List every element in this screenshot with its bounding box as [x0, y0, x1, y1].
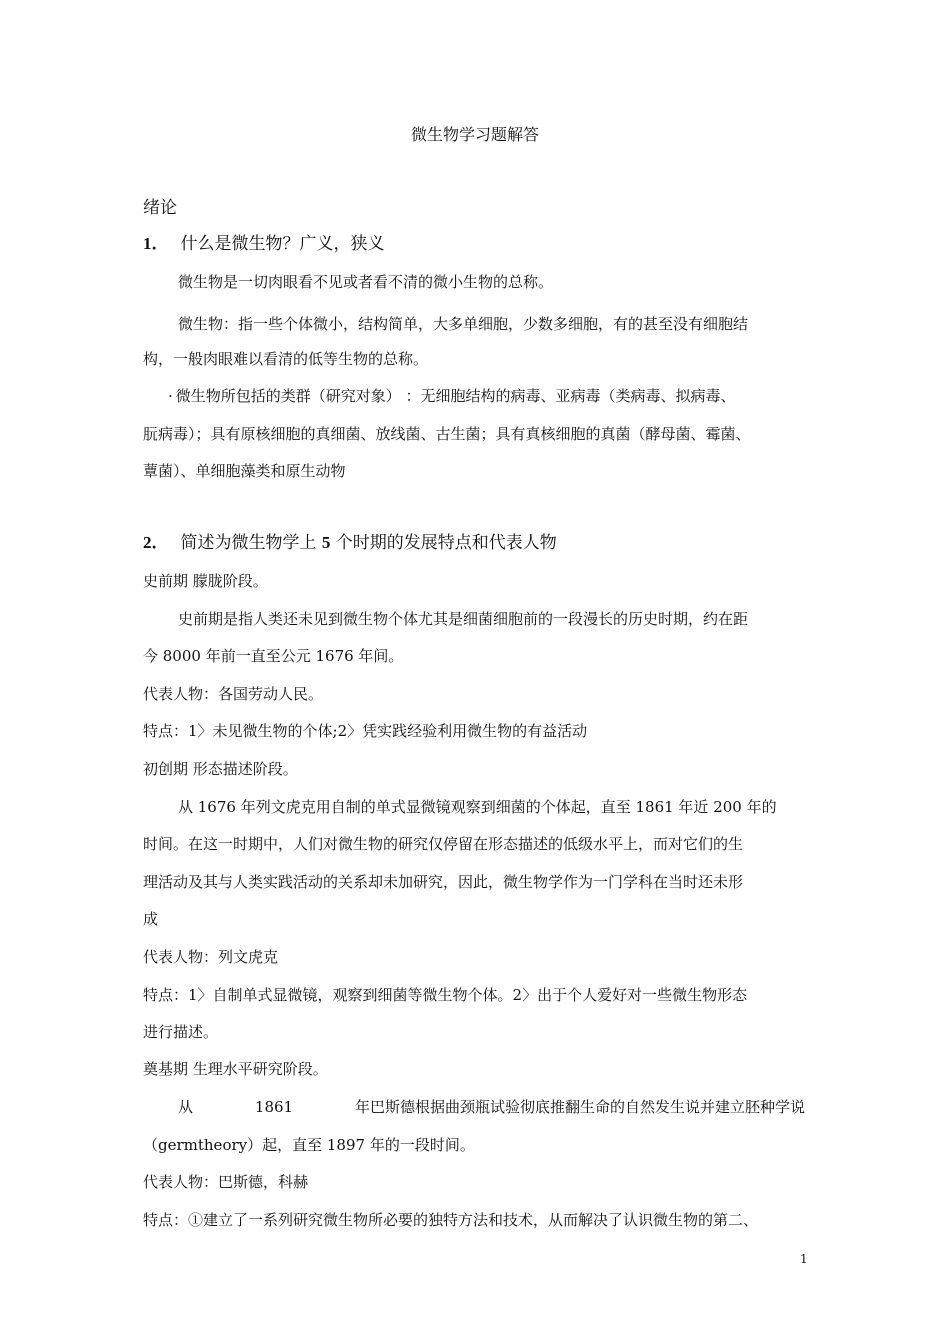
document-title: 微生物学习题解答: [410, 125, 539, 144]
period-foundation-desc-line1: [178, 1097, 805, 1117]
question-1-text: 什么是微生物？广义，狭义: [180, 234, 385, 254]
period-prehistoric-features: 特点：1〉未见微生物的个体;2〉凭实践经验利用微生物的有益活动: [143, 722, 588, 740]
period-initial-features-line1: 特点：1〉自制单式显微镜，观察到细菌等微生物个体。2〉出于个人爱好对一些微生物形态: [143, 986, 748, 1004]
paragraph-groups-line3: 蕈菌）、单细胞藻类和原生动物: [143, 462, 346, 480]
period-prehistoric-heading: 史前期 朦胧阶段。: [143, 572, 268, 590]
period-prehistoric-desc-line1: 史前期是指人类还未见到微生物个体尤其是细菌细胞前的一段漫长的历史时期，约在距: [178, 610, 749, 628]
period-foundation-people: 代表人物：巴斯德，科赫: [143, 1173, 309, 1191]
paragraph-groups-line2: 朊病毒）；具有原核细胞的真细菌、放线菌、古生菌；具有真核细胞的真菌（酵母菌、霉菌、: [143, 425, 751, 443]
period-initial-desc-line4: 成: [143, 910, 159, 928]
paragraph-broad-definition: 微生物是一切肉眼看不见或者看不清的微小生物的总称。: [178, 273, 554, 291]
question-2-heading: [143, 533, 557, 553]
question-1-heading: [143, 234, 385, 254]
question-2-text-number: 5: [321, 533, 331, 552]
foundation-desc-word: 从: [178, 1098, 194, 1116]
period-initial-heading: 初创期 形态描述阶段。: [143, 760, 298, 778]
question-1-number: 1．: [143, 234, 169, 253]
page-number: 1: [800, 1252, 808, 1266]
period-initial-desc-line3: 理活动及其与人类实践活动的关系却未加研究，因此，微生物学作为一门学科在当时还未形: [143, 873, 744, 891]
groups-line1-text: 微生物所包括的类群（研究对象） ：无细胞结构的病毒、亚病毒（类病毒、拟病毒、: [175, 387, 736, 405]
period-initial-people: 代表人物：列文虎克: [143, 948, 279, 966]
period-initial-features-line2: 进行描述。: [143, 1023, 219, 1041]
question-2-text-post: 个时期的发展特点和代表人物: [330, 533, 557, 553]
bullet-dot: ·: [168, 387, 173, 405]
period-foundation-desc-line2: （germtheory）起，直至 1897 年的一段时间。: [143, 1136, 475, 1154]
period-initial-desc-line1: 从 1676 年列文虎克用自制的单式显微镜观察到细菌的个体起，直至 1861 年近 200 年的: [178, 798, 777, 816]
period-initial-desc-line2: 时间。在这一时期中，人们对微生物的研究仅停留在形态描述的低级水平上，而对它们的生: [143, 835, 744, 853]
chapter-heading: 绪论: [143, 198, 177, 218]
paragraph-narrow-definition-line1: 微生物：指一些个体微小，结构简单，大多单细胞，少数多细胞，有的甚至没有细胞结: [178, 315, 749, 333]
paragraph-groups-line1: [168, 386, 736, 406]
question-2-text-pre: 简述为微生物学上: [180, 533, 322, 553]
period-prehistoric-people: 代表人物：各国劳动人民。: [143, 685, 324, 703]
paragraph-narrow-definition-line2: 构，一般肉眼难以看清的低等生物的总称。: [143, 350, 429, 368]
foundation-desc-word: 年巴斯德根据曲颈瓶试验彻底推翻生命的自然发生说并建立胚种学说: [354, 1098, 805, 1116]
period-foundation-heading: 奠基期 生理水平研究阶段。: [143, 1060, 328, 1078]
question-2-number: 2．: [143, 533, 169, 552]
period-foundation-features-line1: 特点：①建立了一系列研究微生物所必要的独特方法和技术，从而解决了认识微生物的第二、: [143, 1211, 759, 1229]
foundation-desc-word: 1861: [254, 1098, 294, 1116]
period-prehistoric-desc-line2: 今 8000 年前一直至公元 1676 年间。: [143, 647, 404, 665]
